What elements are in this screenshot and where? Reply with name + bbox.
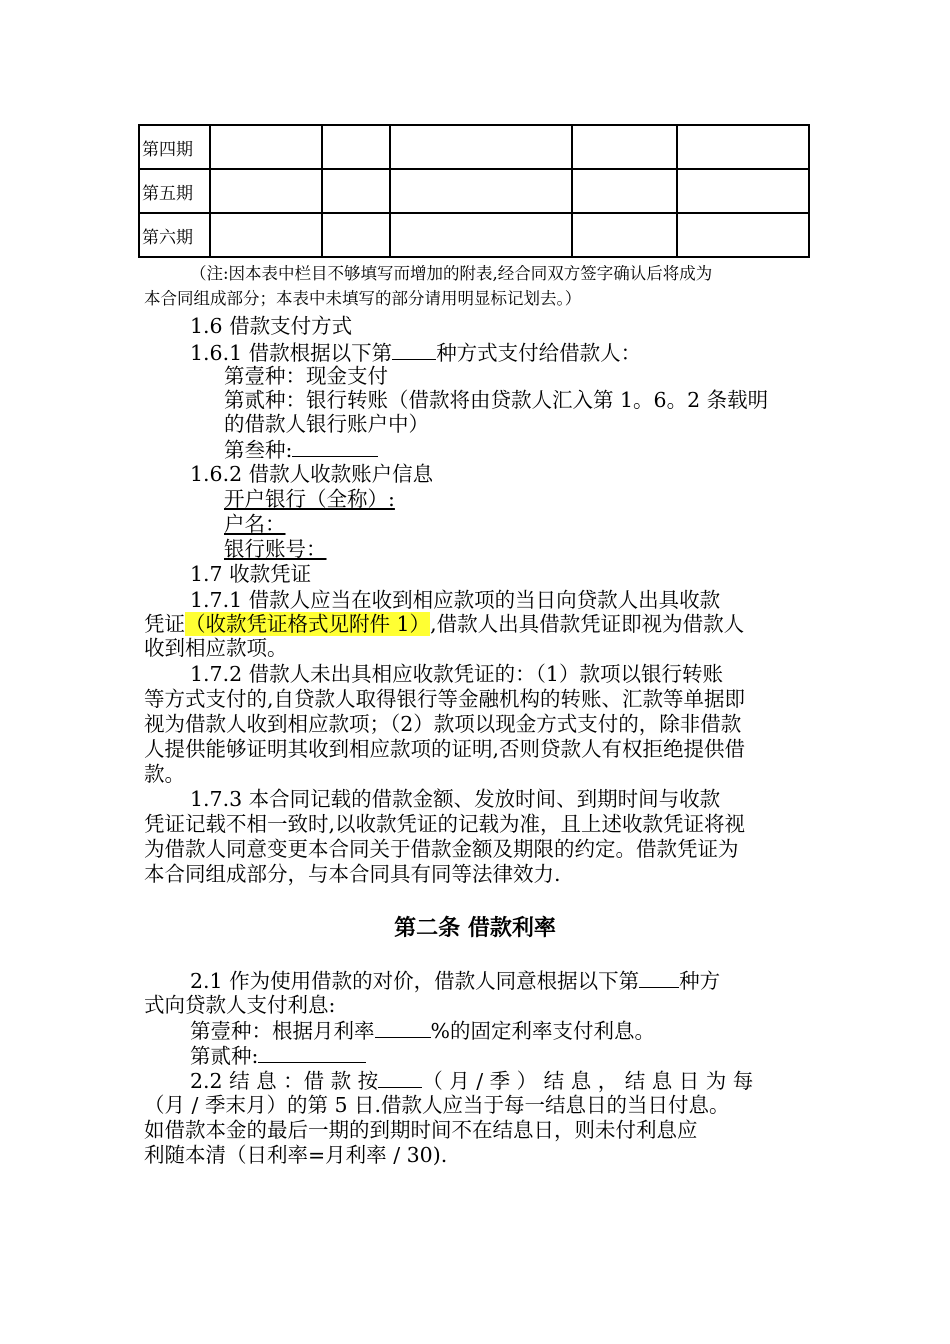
period-label: 第五期: [139, 169, 210, 213]
payment-option-2-line-1: 第贰种：银行转账（借款将由贷款人汇入第 1。6。2 条载明: [224, 388, 769, 412]
article-2-heading: 第二条 借款利率: [394, 916, 556, 941]
p-1-7-1-text-a: 凭证: [144, 612, 185, 636]
p-1-7-1-line-3: 收到相应款项。: [144, 636, 288, 660]
section-1-6-1-text-b: 种方式支付给借款人：: [436, 341, 642, 365]
p-1-7-3-line-3: 为借款人同意变更本合同关于借款金额及期限的约定。借款凭证为: [144, 837, 739, 861]
section-1-6-1: [190, 340, 641, 365]
p-1-7-2-line-2: 等方式支付的,自贷款人取得银行等金融机构的转账、汇款等单据即: [144, 687, 746, 711]
p-1-7-3-line-2: 凭证记载不相一致时,以收款凭证的记载为准，且上述收款凭证将视: [144, 812, 746, 836]
fill-blank[interactable]: [258, 1043, 366, 1063]
bank-name-field: 开户银行（全称）:: [224, 487, 395, 511]
highlighted-attachment-ref: （收款凭证格式见附件 1）: [185, 612, 431, 636]
p-2-2-line-4: 利随本清（日利率=月利率 / 30).: [144, 1143, 448, 1167]
p-2-1-line-2: 式向贷款人支付利息:: [144, 993, 336, 1017]
table-cell: [390, 213, 572, 257]
interest-option-2: [190, 1043, 366, 1068]
table-cell: [572, 169, 677, 213]
table-cell: [322, 125, 390, 169]
payment-option-3: [224, 437, 378, 462]
p-2-2-text-b: （ 月 / 季 ） 结 息 ， 结 息 日 为 每: [422, 1069, 754, 1093]
table-row: [139, 169, 809, 213]
repayment-schedule-table: [138, 124, 810, 258]
account-name-field: 户名：: [224, 512, 286, 536]
p-2-1-line-1: [190, 968, 720, 993]
p-1-7-3-line-1: 1.7.3 本合同记载的借款金额、发放时间、到期时间与收款: [190, 787, 721, 811]
table-cell: [572, 125, 677, 169]
fill-blank[interactable]: [375, 1018, 431, 1038]
p-1-7-3-line-4: 本合同组成部分，与本合同具有同等法律效力.: [144, 862, 561, 886]
p-1-7-2-line-5: 款。: [144, 762, 185, 786]
table-cell: [677, 169, 809, 213]
section-1-7-title: 1.7 收款凭证: [190, 562, 312, 586]
period-label: 第四期: [139, 125, 210, 169]
section-1-6-2: 1.6.2 借款人收款账户信息: [190, 462, 434, 486]
table-cell: [390, 125, 572, 169]
p-2-2-text-a: 2.2 结 息 ：借 款 按: [190, 1069, 379, 1093]
section-1-6-title: 1.6 借款支付方式: [190, 314, 353, 338]
interest-option-2-label: 第贰种:: [190, 1044, 259, 1068]
p-2-2-line-1: [190, 1068, 753, 1093]
period-label: 第六期: [139, 213, 210, 257]
payment-option-3-label: 第叁种:: [224, 438, 293, 462]
table-cell: [677, 125, 809, 169]
p-1-7-1-line-1: 1.7.1 借款人应当在收到相应款项的当日向贷款人出具收款: [190, 588, 721, 612]
section-1-6-1-text-a: 1.6.1 借款根据以下第: [190, 341, 393, 365]
interest-option-1-text-b: %的固定利率支付利息。: [430, 1019, 655, 1043]
table-note-line-2: 本合同组成部分；本表中未填写的部分请用明显标记划去。）: [144, 289, 582, 308]
table-cell: [210, 125, 322, 169]
account-number-field: 银行账号：: [224, 537, 327, 561]
table-cell: [210, 169, 322, 213]
payment-option-2-line-2: 的借款人银行账户中）: [224, 412, 429, 436]
table-row: [139, 125, 809, 169]
interest-option-1: [190, 1018, 655, 1043]
table-cell: [210, 213, 322, 257]
p-2-2-line-3: 如借款本金的最后一期的到期时间不在结息日，则未付利息应: [144, 1118, 698, 1142]
fill-blank[interactable]: [639, 968, 679, 988]
table-cell: [390, 169, 572, 213]
p-1-7-2-line-4: 人提供能够证明其收到相应款项的证明,否则贷款人有权拒绝提供借: [144, 737, 746, 761]
p-1-7-2-line-1: 1.7.2 借款人未出具相应收款凭证的：（1）款项以银行转账: [190, 662, 723, 686]
fill-blank[interactable]: [392, 340, 436, 360]
p-2-1-text-b: 种方: [679, 969, 721, 993]
fill-blank[interactable]: [292, 437, 378, 457]
table-cell: [677, 213, 809, 257]
fill-blank[interactable]: [378, 1068, 422, 1088]
table-note-line-1: （注:因本表中栏目不够填写而增加的附表,经合同双方签字确认后将成为: [190, 264, 713, 283]
table-row: [139, 213, 809, 257]
p-1-7-2-line-3: 视为借款人收到相应款项；（2）款项以现金方式支付的，除非借款: [144, 712, 742, 736]
payment-option-1: 第壹种：现金支付: [224, 364, 388, 388]
p-1-7-1-line-2: [144, 612, 744, 636]
p-2-1-text-a: 2.1 作为使用借款的对价，借款人同意根据以下第: [190, 969, 640, 993]
p-1-7-1-text-b: ,借款人出具借款凭证即视为借款人: [430, 612, 745, 636]
interest-option-1-text-a: 第壹种：根据月利率: [190, 1019, 375, 1043]
table-cell: [322, 213, 390, 257]
table-cell: [322, 169, 390, 213]
p-2-2-line-2: （月 / 季末月）的第 5 日.借款人应当于每一结息日的当日付息。: [144, 1093, 730, 1117]
table-cell: [572, 213, 677, 257]
